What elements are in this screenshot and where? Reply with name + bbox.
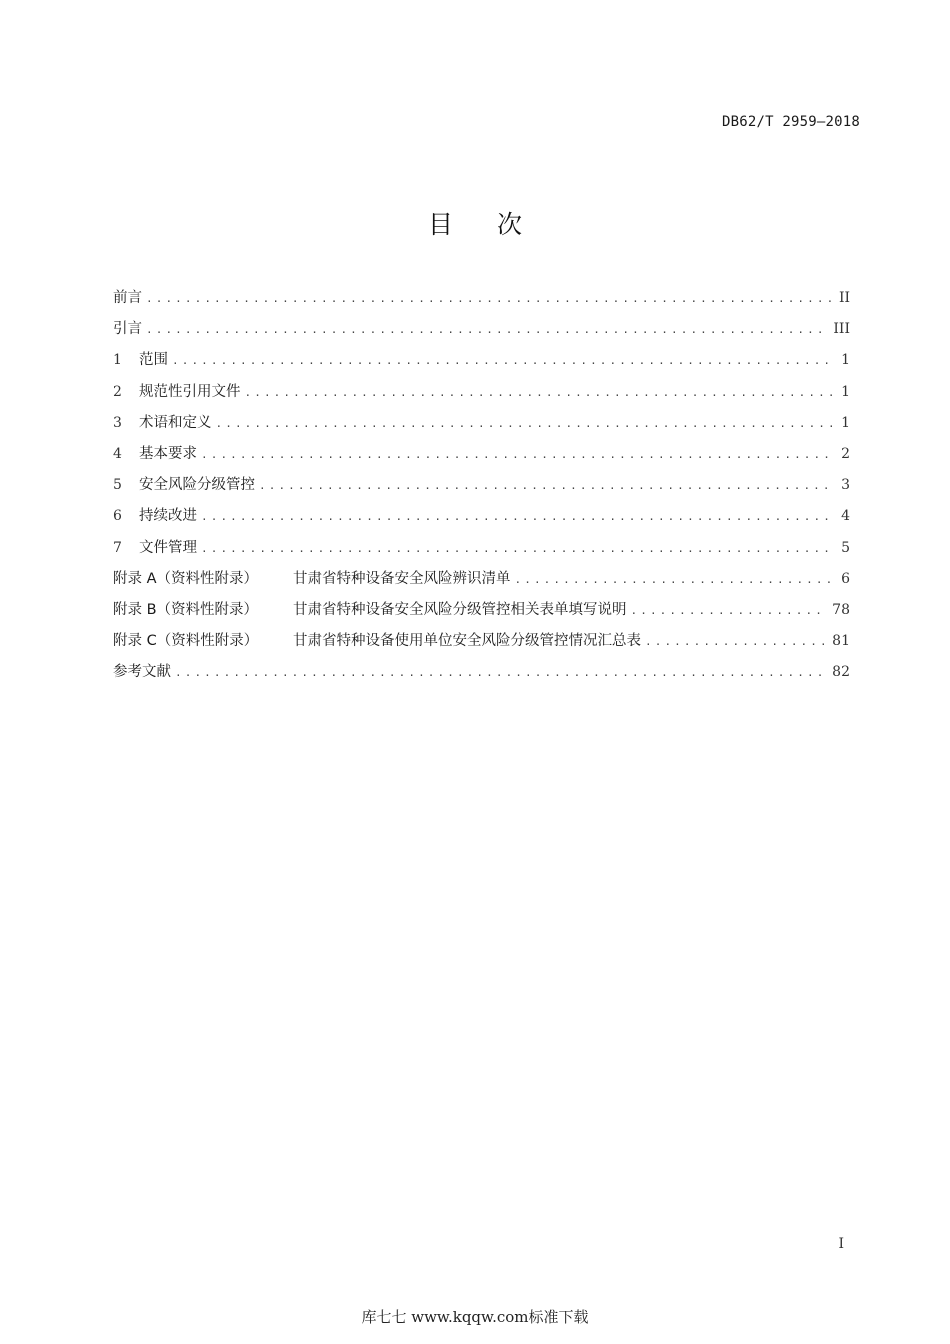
toc-entry-number: 7: [113, 539, 122, 556]
page-number: I: [838, 1236, 844, 1252]
toc-entry-number: 2: [113, 383, 122, 400]
toc-entry[interactable]: [113, 472, 850, 503]
toc-entry-label: 引言: [113, 321, 142, 338]
toc-entry-label: 持续改进: [139, 508, 197, 525]
toc-leader-dots: [245, 380, 833, 406]
toc-entry-annex: 附录 A（资料性附录）: [113, 570, 259, 587]
toc-entry-label: 甘肃省特种设备安全风险分级管控相关表单填写说明: [293, 601, 627, 618]
toc-entry-label: 甘肃省特种设备使用单位安全风险分级管控情况汇总表: [293, 633, 641, 650]
toc-entry-page: 3: [841, 477, 850, 494]
toc-entry[interactable]: [113, 659, 850, 690]
toc-entry-label: 甘肃省特种设备安全风险辨识清单: [293, 570, 511, 587]
table-of-contents: [113, 285, 850, 690]
toc-entry-label: 范围: [139, 352, 168, 369]
toc-leader-dots: [146, 317, 827, 343]
toc-entry[interactable]: [113, 316, 850, 347]
toc-leader-dots: [216, 411, 833, 437]
toc-entry-page: 81: [832, 633, 850, 650]
toc-entry-number: 4: [113, 445, 122, 462]
toc-entry-page: 5: [841, 539, 850, 556]
toc-entry[interactable]: [113, 503, 850, 534]
toc-leader-dots: [645, 629, 826, 655]
toc-leader-dots: [201, 536, 832, 562]
toc-entry[interactable]: [113, 285, 850, 316]
toc-entry-number: 3: [113, 414, 122, 431]
toc-entry[interactable]: [113, 410, 850, 441]
toc-leader-dots: [175, 660, 826, 686]
toc-entry[interactable]: [113, 379, 850, 410]
toc-entry-number: 5: [113, 477, 122, 494]
toc-leader-dots: [631, 598, 827, 624]
toc-entry-page: 1: [841, 414, 850, 431]
toc-entry-page: 82: [832, 664, 850, 681]
toc-entry-label: 基本要求: [139, 445, 197, 462]
toc-entry-label: 参考文献: [113, 664, 171, 681]
toc-entry-page: III: [833, 321, 850, 338]
toc-leader-dots: [201, 442, 832, 468]
toc-entry[interactable]: [113, 566, 850, 597]
toc-entry-page: II: [838, 290, 850, 306]
toc-entry-page: 6: [841, 570, 850, 587]
toc-entry[interactable]: [113, 441, 850, 472]
footer-watermark: 库七七 www.kqqw.com标准下载: [361, 1308, 589, 1326]
page-title: 目次: [427, 210, 566, 239]
toc-entry-page: 4: [841, 508, 850, 525]
standard-code: DB62/T 2959—2018: [721, 114, 860, 130]
toc-entry[interactable]: [113, 535, 850, 566]
toc-entry-label: 规范性引用文件: [139, 383, 241, 400]
toc-entry-label: 前言: [113, 290, 142, 306]
toc-entry-number: 6: [113, 508, 122, 525]
toc-entry-label: 安全风险分级管控: [139, 477, 255, 494]
toc-leader-dots: [172, 348, 832, 374]
toc-leader-dots: [146, 286, 832, 312]
toc-leader-dots: [515, 567, 833, 593]
toc-entry-label: 术语和定义: [139, 414, 212, 431]
toc-entry-annex: 附录 C（资料性附录）: [113, 633, 259, 650]
toc-entry-page: 1: [841, 383, 850, 400]
toc-entry[interactable]: [113, 597, 850, 628]
toc-entry-number: 1: [113, 352, 122, 369]
toc-entry-page: 2: [841, 445, 850, 462]
toc-leader-dots: [201, 504, 832, 530]
toc-entry[interactable]: [113, 347, 850, 378]
toc-entry[interactable]: [113, 628, 850, 659]
toc-leader-dots: [259, 473, 832, 499]
toc-entry-annex: 附录 B（资料性附录）: [113, 601, 259, 618]
toc-entry-label: 文件管理: [139, 539, 197, 556]
toc-entry-page: 78: [832, 601, 850, 618]
toc-entry-page: 1: [841, 352, 850, 369]
